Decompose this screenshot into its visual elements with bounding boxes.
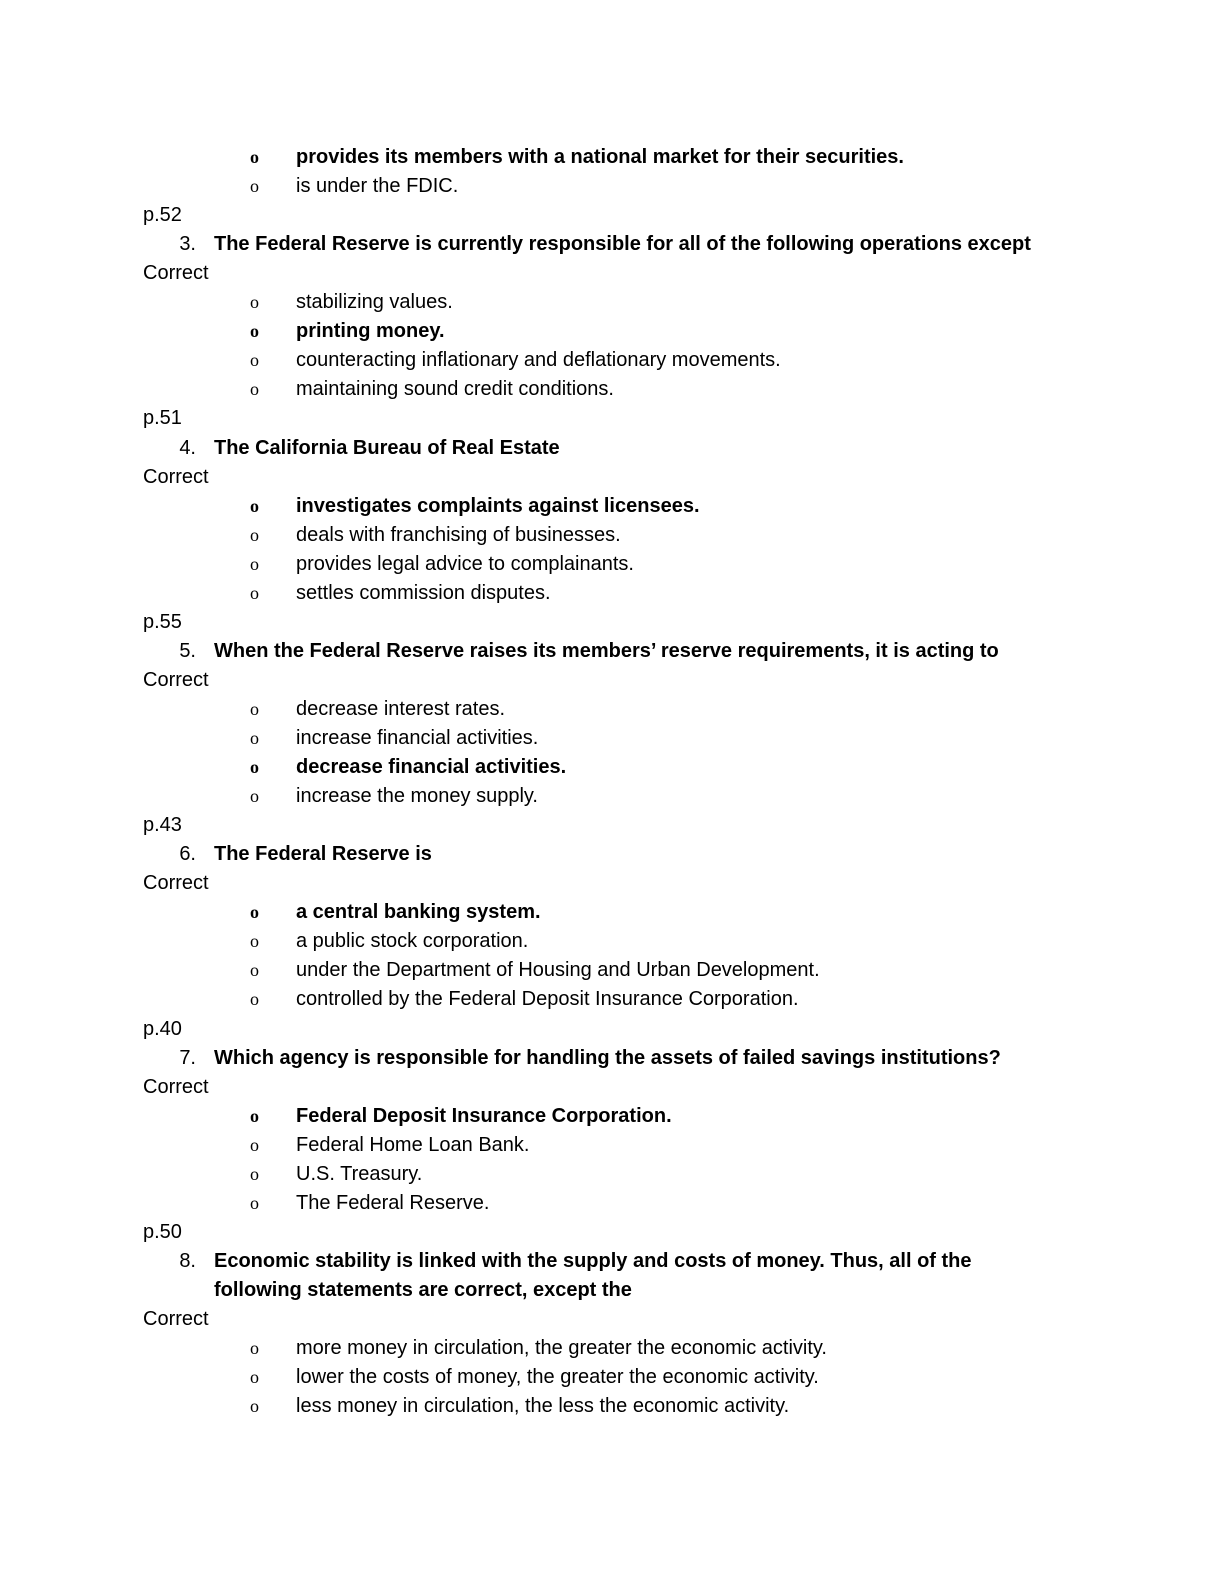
bullet-icon: o [250, 960, 259, 981]
answer-option: decrease interest rates. [296, 697, 505, 720]
status-label: Correct [143, 262, 209, 285]
status-label: Correct [143, 1308, 209, 1330]
question-text: Economic stability is linked with the supply and costs of money. Thus, all of the [214, 1249, 972, 1272]
bullet-icon: o [250, 495, 259, 516]
question-text: following statements are correct, except the [214, 1278, 632, 1301]
question-number: 6. [179, 843, 196, 866]
bullet-icon: o [250, 1192, 259, 1213]
bullet-icon: o [250, 728, 259, 748]
answer-option-correct: printing money. [296, 320, 445, 343]
question-number: 8. [179, 1249, 196, 1272]
question-number: 4. [179, 436, 196, 459]
bullet-icon: o [250, 989, 259, 1010]
answer-option: provides legal advice to complainants. [296, 552, 634, 575]
bullet-icon: o [250, 698, 259, 719]
bullet-icon: o [250, 931, 259, 952]
question-text: The Federal Reserve is currently responsible for all of the following operations except [214, 233, 1031, 256]
answer-option: increase financial activities. [296, 727, 539, 749]
answer-option: maintaining sound credit conditions. [296, 378, 614, 401]
bullet-icon: o [250, 1396, 259, 1417]
answer-option: a public stock corporation. [296, 930, 529, 953]
question-text: When the Federal Reserve raises its members’ reserve requirements, it is acting to [214, 639, 999, 662]
page-reference: p.40 [143, 1017, 182, 1040]
bullet-icon: o [250, 321, 259, 342]
answer-option: under the Department of Housing and Urban Development. [296, 959, 820, 982]
answer-option: deals with franchising of businesses. [296, 523, 621, 546]
answer-option: is under the FDIC. [296, 175, 459, 198]
page-reference: p.55 [143, 610, 182, 633]
answer-option: more money in circulation, the greater the economic activity. [296, 1337, 827, 1360]
answer-option: lower the costs of money, the greater the economic activity. [296, 1366, 819, 1389]
status-label: Correct [143, 465, 209, 488]
answer-option: controlled by the Federal Deposit Insurance Corporation. [296, 988, 799, 1011]
answer-option: U.S. Treasury. [296, 1162, 423, 1185]
bullet-icon: o [250, 582, 259, 603]
question-text: The California Bureau of Real Estate [214, 436, 560, 459]
question-number: 5. [179, 639, 196, 662]
bullet-icon: o [250, 292, 259, 313]
answer-option: Federal Home Loan Bank. [296, 1133, 530, 1156]
bullet-icon: o [250, 1367, 259, 1388]
question-text: The Federal Reserve is [214, 843, 432, 866]
bullet-icon: o [250, 524, 259, 545]
answer-option: The Federal Reserve. [296, 1191, 490, 1214]
question-number: 7. [179, 1046, 196, 1069]
bullet-icon: o [250, 147, 259, 167]
bullet-icon: o [250, 757, 259, 778]
bullet-icon: o [250, 1163, 259, 1184]
bullet-icon: o [250, 1134, 259, 1155]
bullet-icon: o [250, 902, 259, 923]
answer-option-correct: investigates complaints against licensees. [296, 494, 700, 517]
page-reference: p.43 [143, 814, 182, 837]
answer-option-correct: decrease financial activities. [296, 756, 567, 779]
answer-option-correct: a central banking system. [296, 901, 541, 924]
answer-option: increase the money supply. [296, 785, 538, 808]
status-label: Correct [143, 872, 209, 895]
page-reference: p.51 [143, 407, 182, 430]
question-text: Which agency is responsible for handling the assets of failed savings institutions? [214, 1046, 1001, 1069]
page-reference: p.50 [143, 1220, 182, 1243]
bullet-icon: o [250, 553, 259, 574]
bullet-icon: o [250, 379, 259, 400]
bullet-icon: o [250, 786, 259, 807]
answer-option: settles commission disputes. [296, 581, 551, 604]
answer-option: less money in circulation, the less the economic activity. [296, 1395, 790, 1418]
answer-option: stabilizing values. [296, 291, 453, 314]
page-reference: p.52 [143, 204, 182, 227]
status-label: Correct [143, 668, 209, 691]
bullet-icon: o [250, 1105, 259, 1126]
bullet-icon: o [250, 1338, 259, 1359]
answer-option: counteracting inflationary and deflationary movements. [296, 349, 781, 372]
bullet-icon: o [250, 350, 259, 371]
answer-option-correct: Federal Deposit Insurance Corporation. [296, 1104, 672, 1127]
bullet-icon: o [250, 176, 259, 197]
question-number: 3. [179, 233, 196, 256]
answer-option-correct: provides its members with a national market for their securities. [296, 146, 904, 168]
status-label: Correct [143, 1075, 209, 1098]
